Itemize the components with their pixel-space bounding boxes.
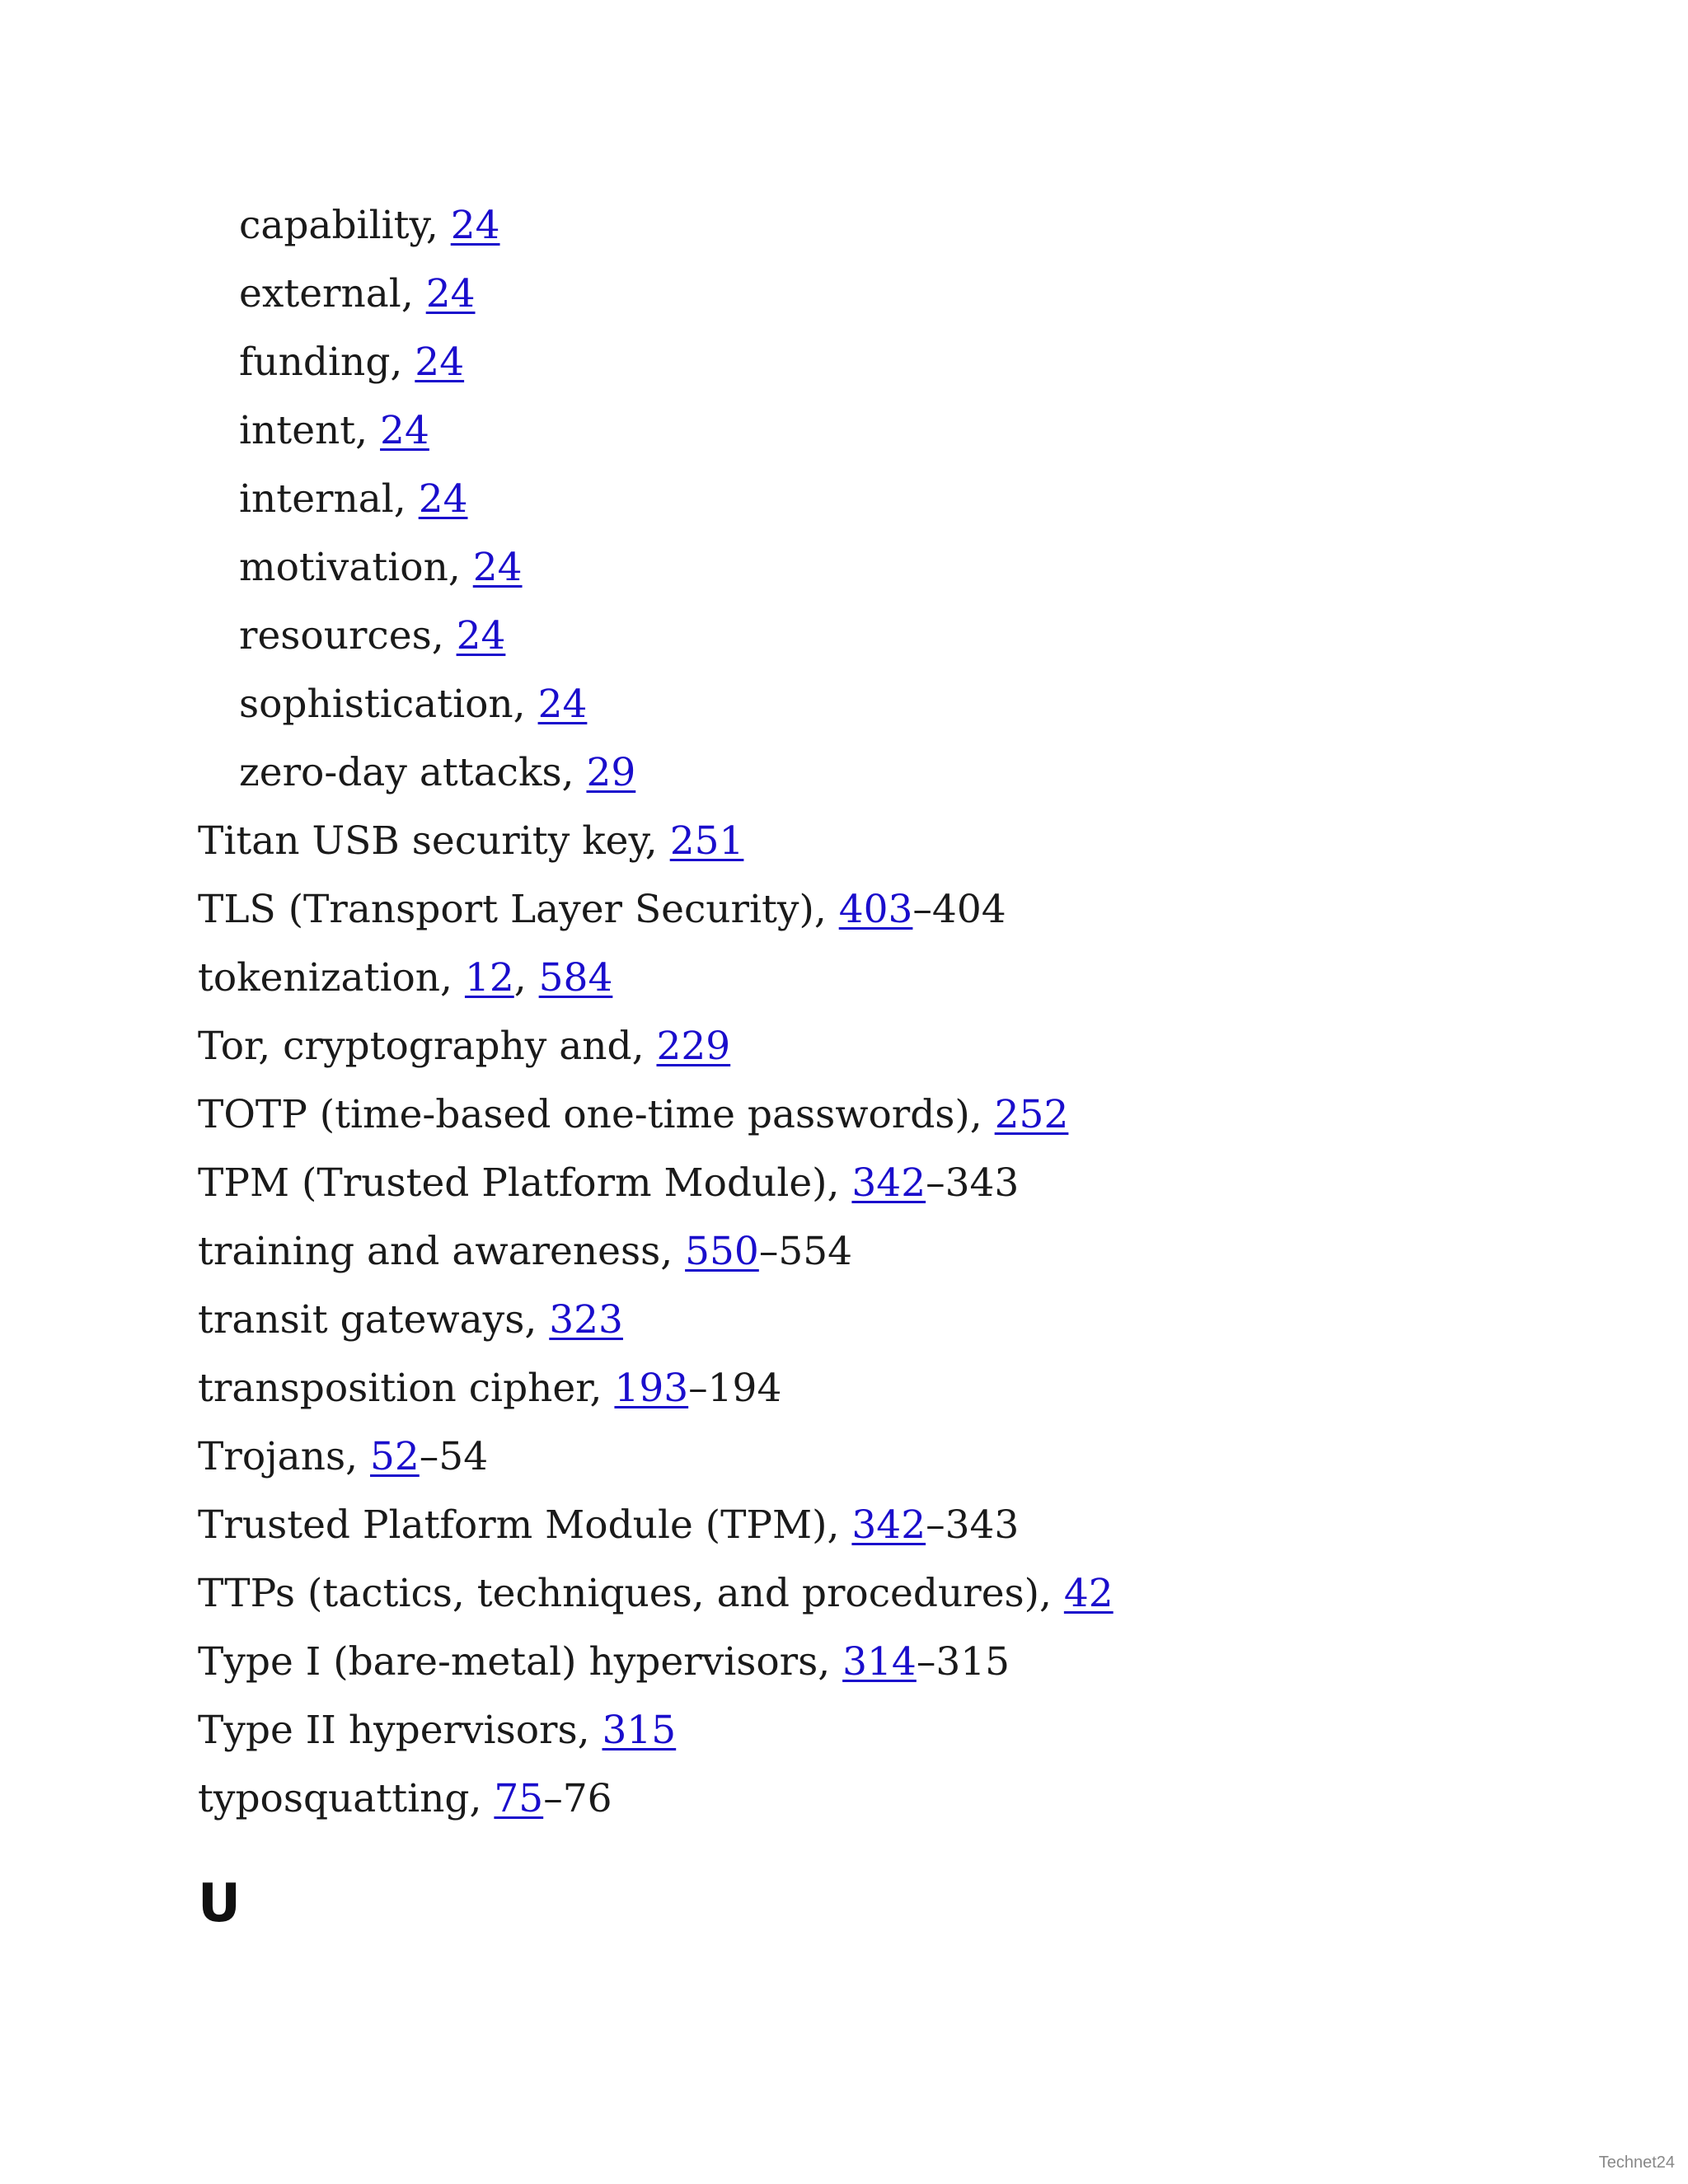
index-subentry [198, 260, 1599, 328]
index-entry [198, 1217, 1599, 1286]
page-number-link[interactable]: 52 [369, 1434, 420, 1479]
index-term: Trusted Platform Module (TPM), [198, 1502, 852, 1548]
index-entry [198, 944, 1599, 1012]
page-number-link[interactable]: 584 [538, 955, 613, 1001]
index-subentry [198, 328, 1599, 396]
page-range-text: –554 [758, 1229, 853, 1274]
index-subentry [198, 465, 1599, 533]
page-range-text: –343 [926, 1160, 1020, 1206]
index-entry [198, 1696, 1599, 1765]
index-term: TOTP (time-based one-time passwords), [198, 1092, 995, 1137]
index-entry [198, 1149, 1599, 1217]
page-number-link[interactable]: 314 [842, 1639, 917, 1685]
index-entry [198, 807, 1599, 875]
index-term: internal, [239, 476, 419, 522]
page-range-text: , [513, 955, 539, 1001]
index-term: tokenization, [198, 955, 465, 1001]
page-number-link[interactable]: 403 [838, 887, 913, 932]
index-term: Type II hypervisors, [198, 1708, 603, 1753]
index-entry [198, 1012, 1599, 1080]
index-term: resources, [239, 613, 457, 658]
page-number-link[interactable]: 24 [415, 340, 465, 385]
index-entry [198, 875, 1599, 944]
page-range-text: –343 [926, 1502, 1020, 1548]
index-term: funding, [239, 340, 415, 385]
page-number-link[interactable]: 252 [994, 1092, 1069, 1137]
index-term: Tor, cryptography and, [198, 1024, 657, 1069]
index-entry-list [198, 191, 1599, 1833]
page-number-link[interactable]: 75 [494, 1776, 544, 1821]
page-range-text: –194 [688, 1366, 782, 1411]
index-term: typosquatting, [198, 1776, 495, 1821]
index-term: sophistication, [239, 682, 538, 727]
index-subentry [198, 191, 1599, 260]
page-number-link[interactable]: 24 [450, 203, 500, 248]
index-term: TPM (Trusted Platform Module), [198, 1160, 852, 1206]
page-number-link[interactable]: 24 [418, 476, 468, 522]
page-number-link[interactable]: 24 [456, 613, 506, 658]
index-term: capability, [239, 203, 451, 248]
page-number-link[interactable]: 323 [549, 1297, 623, 1343]
index-term: Trojans, [198, 1434, 370, 1479]
page-number-link[interactable]: 24 [425, 271, 476, 316]
index-entry [198, 1559, 1599, 1628]
page-number-link[interactable]: 342 [851, 1502, 926, 1548]
index-entry [198, 1354, 1599, 1422]
page-range-text: –76 [543, 1776, 612, 1821]
page-number-link[interactable]: 229 [656, 1024, 731, 1069]
page-range-text: –404 [912, 887, 1006, 932]
page-number-link[interactable]: 24 [380, 408, 429, 453]
page-number-link[interactable]: 193 [614, 1366, 689, 1411]
index-term: TLS (Transport Layer Security), [198, 887, 839, 932]
page-number-link[interactable]: 342 [851, 1160, 926, 1206]
index-term: transposition cipher, [198, 1366, 615, 1411]
letter-heading: U [198, 1873, 241, 1934]
page-number-link[interactable]: 12 [464, 955, 514, 1001]
index-term: TTPs (tactics, techniques, and procedures), [198, 1571, 1064, 1616]
page-number-link[interactable]: 29 [586, 750, 636, 795]
page-number-link[interactable]: 550 [685, 1229, 759, 1274]
page-number-link[interactable]: 24 [472, 545, 523, 590]
index-term: Titan USB security key, [198, 818, 670, 864]
index-entry [198, 1491, 1599, 1559]
index-subentry [198, 396, 1599, 465]
index-subentry [198, 670, 1599, 738]
page-number-link[interactable]: 315 [602, 1708, 677, 1753]
index-term: training and awareness, [198, 1229, 686, 1274]
page-range-text: –315 [916, 1639, 1010, 1685]
page-range-text: –54 [419, 1434, 489, 1479]
index-term: transit gateways, [198, 1297, 550, 1343]
page-number-link[interactable]: 42 [1063, 1571, 1114, 1616]
index-entry [198, 1628, 1599, 1696]
index-subentry [198, 738, 1599, 807]
page-number-link[interactable]: 251 [669, 818, 744, 864]
index-entry [198, 1286, 1599, 1354]
index-entry [198, 1765, 1599, 1833]
watermark: Technet24 [1598, 2154, 1675, 2172]
page-number-link[interactable]: 24 [537, 682, 588, 727]
index-term: Type I (bare-metal) hypervisors, [198, 1639, 843, 1685]
index-subentry [198, 533, 1599, 602]
index-entry [198, 1080, 1599, 1149]
index-entry [198, 1422, 1599, 1491]
index-term: zero-day attacks, [239, 750, 587, 795]
index-term: motivation, [239, 545, 473, 590]
index-subentry [198, 602, 1599, 670]
index-term: external, [239, 271, 426, 316]
index-term: intent, [239, 408, 381, 453]
